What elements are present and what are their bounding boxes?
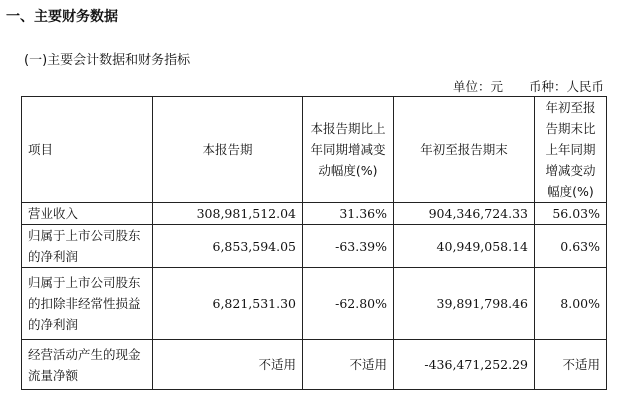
row-ytd: 40,949,058.14 <box>394 225 535 268</box>
financial-data-table <box>21 96 607 390</box>
section-title: 一、主要财务数据 <box>6 9 118 25</box>
row-ytd-change: 56.03% <box>535 203 607 225</box>
table-row <box>22 225 607 268</box>
row-current-change: 31.36% <box>303 203 394 225</box>
row-ytd-change: 不适用 <box>535 340 607 390</box>
row-current-change: -62.80% <box>303 268 394 340</box>
header-ytd: 年初至报告期末 <box>394 97 535 203</box>
row-ytd: 39,891,798.46 <box>394 268 535 340</box>
row-current: 不适用 <box>153 340 303 390</box>
row-current: 6,821,531.30 <box>153 268 303 340</box>
row-current-change: 不适用 <box>303 340 394 390</box>
header-item: 项目 <box>22 97 153 203</box>
row-item: 归属于上市公司股东的净利润 <box>22 225 153 268</box>
table-row <box>22 268 607 340</box>
row-ytd-change: 0.63% <box>535 225 607 268</box>
row-current: 308,981,512.04 <box>153 203 303 225</box>
row-current: 6,853,594.05 <box>153 225 303 268</box>
sub-title: (一)主要会计数据和财务指标 <box>24 53 191 68</box>
header-current-period: 本报告期 <box>153 97 303 203</box>
table-header-row <box>22 97 607 203</box>
row-current-change: -63.39% <box>303 225 394 268</box>
currency-label: 币种：人民币 <box>528 79 604 94</box>
table-row <box>22 340 607 390</box>
table-row <box>22 203 607 225</box>
row-item: 经营活动产生的现金流量净额 <box>22 340 153 390</box>
unit-line <box>453 77 604 95</box>
unit-label: 单位：元 <box>452 79 503 94</box>
row-item: 归属于上市公司股东的扣除非经常性损益的净利润 <box>22 268 153 340</box>
header-current-change: 本报告期比上年同期增减变动幅度(%) <box>303 97 394 203</box>
header-ytd-change: 年初至报告期末比上年同期增减变动幅度(%) <box>535 97 607 203</box>
row-item: 营业收入 <box>22 203 153 225</box>
row-ytd: 904,346,724.33 <box>394 203 535 225</box>
row-ytd: -436,471,252.29 <box>394 340 535 390</box>
row-ytd-change: 8.00% <box>535 268 607 340</box>
